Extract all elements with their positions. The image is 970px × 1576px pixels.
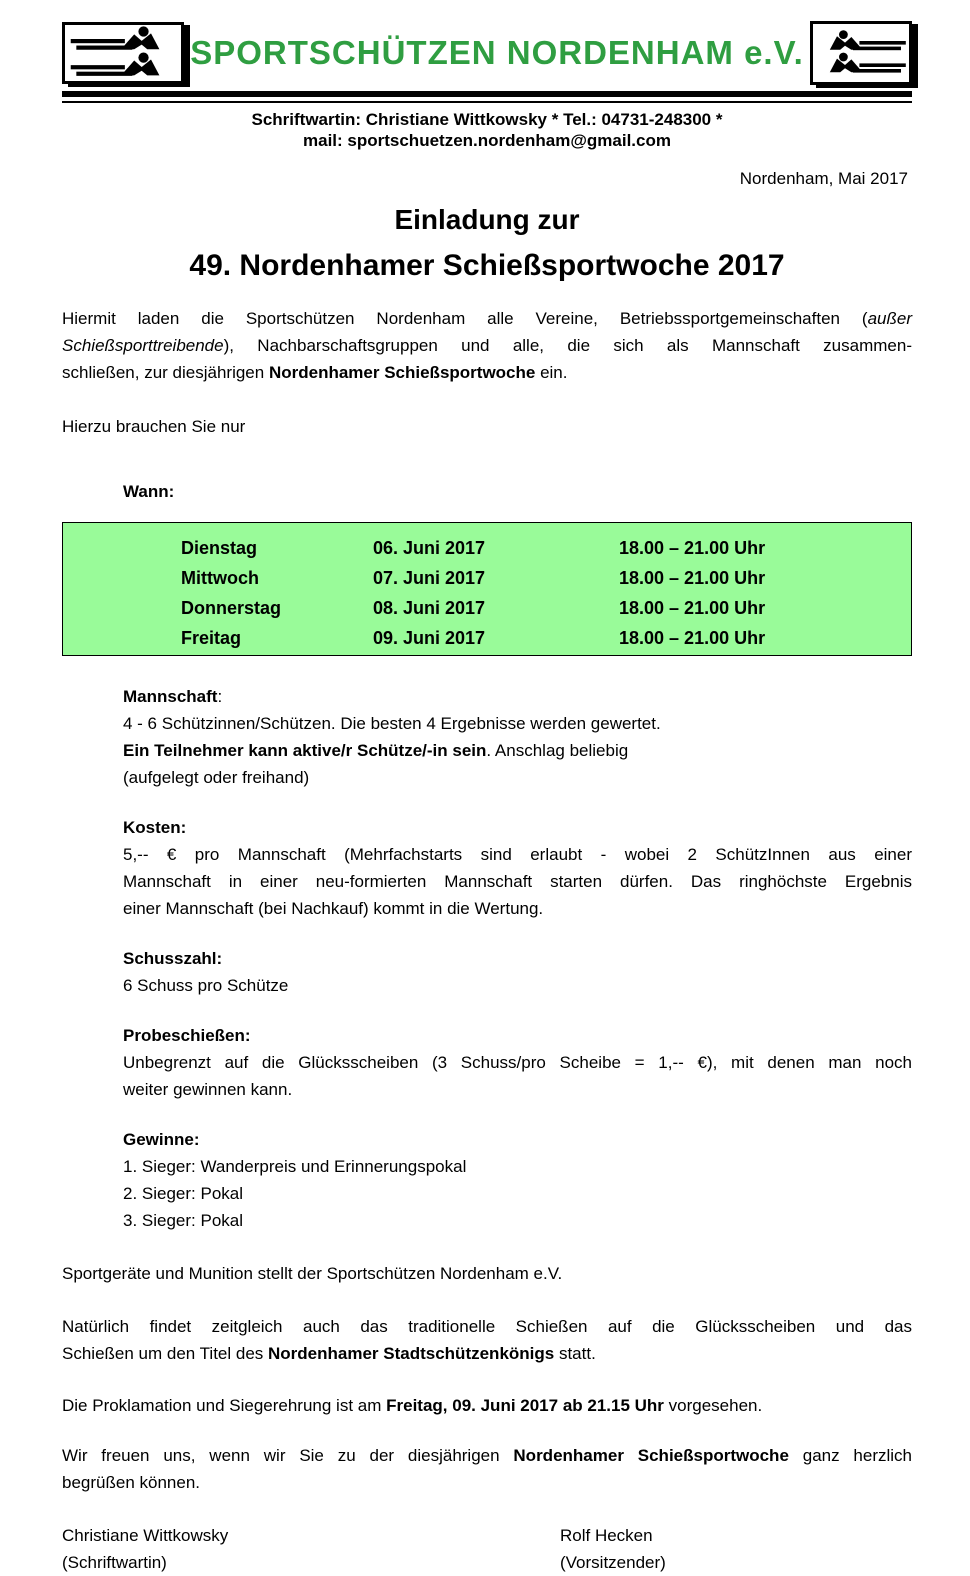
natuerlich-bold-text: Nordenhamer Stadtschützenkönigs bbox=[268, 1344, 555, 1363]
org-name: SPORTSCHÜTZEN NORDENHAM e.V. bbox=[190, 34, 804, 71]
schedule-time: 18.00 – 21.00 Uhr bbox=[619, 568, 766, 588]
gewinne-heading: Gewinne: bbox=[123, 1130, 200, 1149]
signature-right-name: Rolf Hecken bbox=[560, 1526, 653, 1545]
club-logo-right bbox=[810, 21, 912, 85]
intro-text: ), Nachbarschaftsgruppen und alle, die sich als Mannschaft zusammen- bbox=[223, 336, 912, 355]
club-logo-left bbox=[62, 22, 184, 84]
schedule-time: 18.00 – 21.00 Uhr bbox=[619, 598, 766, 618]
header-divider bbox=[62, 91, 912, 103]
dateline: Nordenham, Mai 2017 bbox=[739, 169, 908, 188]
closing-line-1 bbox=[62, 1442, 912, 1469]
mannschaft-line-2 bbox=[123, 737, 912, 764]
signature-left-role: (Schriftwartin) bbox=[62, 1553, 167, 1572]
letter-title-line2: 49. Nordenhamer Schießsportwoche 2017 bbox=[189, 249, 785, 282]
mannschaft-line-3: (aufgelegt oder freihand) bbox=[123, 768, 310, 787]
schedule-row bbox=[181, 623, 911, 653]
sportgeraete-line: Sportgeräte und Munition stellt der Sportschützen Nordenham e.V. bbox=[62, 1264, 563, 1283]
shooters-left-icon bbox=[65, 25, 181, 81]
schusszahl-heading: Schusszahl: bbox=[123, 949, 223, 968]
schedule-day: Freitag bbox=[181, 628, 242, 648]
signature-left bbox=[62, 1522, 560, 1576]
mannschaft-heading-text: Mannschaft bbox=[123, 687, 218, 706]
mannschaft-line-1: 4 - 6 Schützinnen/Schützen. Die besten 4 Ergebnisse werden gewertet. bbox=[123, 714, 661, 733]
section-mannschaft bbox=[123, 683, 912, 791]
schedule-date: 06. Juni 2017 bbox=[373, 538, 486, 558]
intro-paragraph bbox=[62, 305, 912, 386]
mannschaft-heading-colon: : bbox=[217, 687, 223, 706]
proklamation-text: vorgesehen. bbox=[663, 1396, 763, 1415]
probeschiessen-line-2: weiter gewinnen kann. bbox=[123, 1080, 293, 1099]
schedule-date: 09. Juni 2017 bbox=[373, 628, 486, 648]
schedule-date: 07. Juni 2017 bbox=[373, 568, 486, 588]
shooters-right-icon bbox=[813, 25, 909, 81]
mannschaft-text: . Anschlag beliebig bbox=[486, 741, 629, 760]
kosten-line-1: 5,-- € pro Mannschaft (Mehrfachstarts sind erlaubt - wobei 2 SchützInnen aus einer bbox=[123, 845, 912, 864]
kosten-line-2: Mannschaft in einer neu-formierten Mannschaft starten dürfen. Das ringhöchste Ergebnis bbox=[123, 872, 912, 891]
closing-text: Wir freuen uns, wenn wir Sie zu der diesjährigen bbox=[62, 1446, 514, 1465]
kosten-line-3: einer Mannschaft (bei Nachkauf) kommt in die Wertung. bbox=[123, 899, 544, 918]
closing-text: ganz herzlich bbox=[788, 1446, 913, 1465]
letterhead bbox=[62, 20, 912, 86]
proklamation-bold-text: Freitag, 09. Juni 2017 ab 21.15 Uhr bbox=[386, 1396, 664, 1415]
intro-text: Hiermit laden die Sportschützen Nordenham alle Vereine, Betriebssportgemeinschaften ( bbox=[62, 309, 868, 328]
schedule-row bbox=[181, 533, 911, 563]
natuerlich-line-1: Natürlich findet zeitgleich auch das traditionelle Schießen auf die Glücksscheiben und das bbox=[62, 1317, 912, 1336]
schedule-box bbox=[62, 522, 912, 656]
intro-line-1 bbox=[62, 305, 912, 332]
schedule-row bbox=[181, 563, 911, 593]
header-divider-thin-line bbox=[62, 101, 912, 103]
mannschaft-bold-text: Ein Teilnehmer kann aktive/r Schütze/-in sein bbox=[123, 741, 487, 760]
signature-right bbox=[560, 1522, 666, 1576]
intro-italic-text: außer bbox=[867, 309, 912, 328]
letter-title-line1: Einladung zur bbox=[394, 204, 580, 235]
contact-line-1: Schriftwartin: Christiane Wittkowsky * Tel.: 04731-248300 * bbox=[251, 110, 723, 129]
intro-text: schließen, zur diesjährigen bbox=[62, 363, 269, 382]
schedule-time: 18.00 – 21.00 Uhr bbox=[619, 628, 766, 648]
signature-right-role: (Vorsitzender) bbox=[560, 1553, 666, 1572]
mannschaft-heading bbox=[123, 683, 912, 710]
intro-line-2 bbox=[62, 332, 912, 359]
closing-line-2: begrüßen können. bbox=[62, 1473, 200, 1492]
kosten-heading: Kosten: bbox=[123, 818, 187, 837]
schedule-day: Donnerstag bbox=[181, 598, 282, 618]
signature-block bbox=[62, 1522, 912, 1576]
schedule-date: 08. Juni 2017 bbox=[373, 598, 486, 618]
intro-bold-text: Nordenhamer Schießsportwoche bbox=[268, 363, 536, 382]
signature-left-name: Christiane Wittkowsky bbox=[62, 1526, 229, 1545]
schedule-time: 18.00 – 21.00 Uhr bbox=[619, 538, 766, 558]
natuerlich-paragraph bbox=[62, 1313, 912, 1367]
section-kosten bbox=[123, 814, 912, 922]
proklamation-text: Die Proklamation und Siegerehrung ist am bbox=[62, 1396, 387, 1415]
wann-label: Wann: bbox=[123, 482, 175, 501]
natuerlich-line-2 bbox=[62, 1340, 912, 1367]
natuerlich-text: Schießen um den Titel des bbox=[62, 1344, 269, 1363]
schusszahl-line-1: 6 Schuss pro Schütze bbox=[123, 976, 289, 995]
schedule-day: Mittwoch bbox=[181, 568, 259, 588]
header-divider-thick-line bbox=[62, 91, 912, 97]
probeschiessen-line-1: Unbegrenzt auf die Glücksscheiben (3 Schuss/pro Scheibe = 1,-- €), mit denen man noch bbox=[123, 1053, 912, 1072]
section-schusszahl bbox=[123, 945, 912, 999]
intro-italic-text: Schießsporttreibende bbox=[62, 336, 224, 355]
section-probeschiessen bbox=[123, 1022, 912, 1103]
intro-text: ein. bbox=[535, 363, 568, 382]
contact-block bbox=[62, 109, 912, 151]
gewinne-item: 3. Sieger: Pokal bbox=[123, 1211, 244, 1230]
natuerlich-text: statt. bbox=[554, 1344, 596, 1363]
gewinne-item: 2. Sieger: Pokal bbox=[123, 1184, 244, 1203]
schedule-row bbox=[181, 593, 911, 623]
contact-line-2: mail: sportschuetzen.nordenham@gmail.com bbox=[303, 131, 671, 150]
probeschiessen-heading: Probeschießen: bbox=[123, 1026, 251, 1045]
schedule-day: Dienstag bbox=[181, 538, 258, 558]
gewinne-item: 1. Sieger: Wanderpreis und Erinnerungspokal bbox=[123, 1157, 467, 1176]
section-gewinne bbox=[123, 1126, 912, 1234]
closing-paragraph bbox=[62, 1442, 912, 1496]
intro-line-3 bbox=[62, 359, 912, 386]
closing-bold-text: Nordenhamer Schießsportwoche bbox=[513, 1446, 789, 1465]
hierzu-line: Hierzu brauchen Sie nur bbox=[62, 417, 246, 436]
proklamation-line bbox=[62, 1392, 912, 1419]
